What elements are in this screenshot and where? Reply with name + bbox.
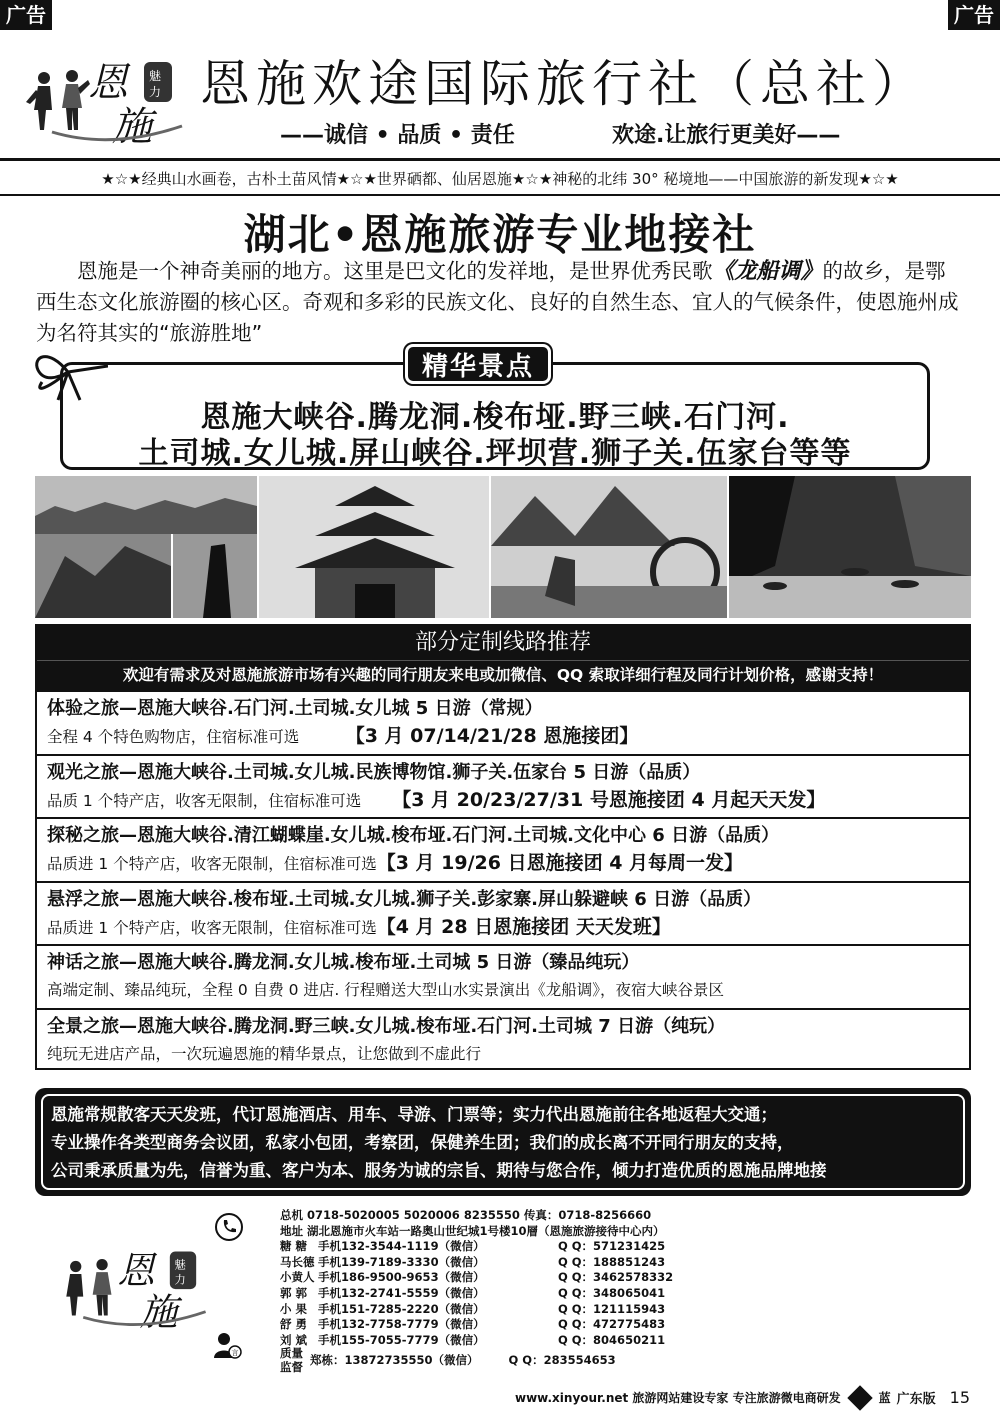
page-footer	[515, 1388, 970, 1407]
route-title: 探秘之旅—恩施大峡谷.清江蝴蝶崖.女儿城.梭布垭.石门河.土司城.文化中心 6 日游（品质）	[47, 825, 780, 847]
svg-text:魅: 魅	[174, 1258, 186, 1272]
svg-text:恩: 恩	[117, 1248, 155, 1293]
phone-icon	[214, 1212, 244, 1242]
divider-top	[0, 158, 1000, 161]
route-desc-text: 全程 4 个特色购物店，住宿标准可选	[47, 728, 300, 746]
highlights-line-1: 恩施大峡谷.腾龙洞.梭布垭.野三峡.石门河.	[200, 400, 790, 435]
contact-phone: 手机132-3544-1119（微信）	[318, 1239, 485, 1254]
routes-subheading: 欢迎有需求及对恩施旅游市场有兴趣的同行朋友来电或加微信、QQ 索取详细行程及同行计划价格，感谢支持！	[37, 660, 969, 690]
route-desc: 高端定制、臻品纯玩，全程 0 自费 0 进店. 行程赠送大型山水实景演出《龙船调》，夜宿大峡谷景区	[47, 981, 725, 1000]
footer-site: www.xinyour.net 旅游网站建设专家 专注旅游微电商研发	[515, 1391, 841, 1405]
footer-edition: 广东版	[896, 1392, 936, 1407]
footer-diamond-icon	[847, 1385, 872, 1410]
footer-badge: 蓝	[878, 1391, 891, 1405]
slogan-right: 欢途.让旅行更美好——	[612, 123, 841, 148]
photo-cliff-path	[35, 534, 171, 618]
contact-phone: 手机186-9500-9653（微信）	[318, 1270, 485, 1285]
photo-village-waterwheel	[491, 476, 727, 618]
service-line-1: 恩施常规散客天天发班，代订恩施酒店、用车、导游、门票等；实力代出恩施前往各地返程大交通；	[51, 1105, 777, 1124]
intro-part2: 的故乡，是鄂西生态文化旅游圈的核心区。奇观和多彩的民族文化、良好的自然生态、宜人的气候条件，使恩施州成为名符其实的“旅游胜地”	[36, 259, 959, 345]
route-dates: 【4 月 28 日恩施接团 天天发班】	[376, 915, 671, 938]
route-dates: 【3 月 19/26 日恩施接团 4 月每周一发】	[376, 852, 744, 875]
route-desc-text: 品质进 1 个特产店，收客无限制，住宿标准可选	[47, 918, 377, 937]
enshi-logo	[22, 40, 192, 150]
enshi-logo-bottom	[55, 1225, 215, 1340]
company-name: 恩施欢途国际旅行社（总社）	[200, 55, 928, 113]
contact-row	[280, 1270, 673, 1286]
route-desc: 纯玩无进店产品，一次玩遍恩施的精华景点，让您做到不虚此行	[47, 1044, 482, 1063]
route-desc	[47, 913, 959, 942]
contact-row	[280, 1317, 673, 1333]
route-item	[37, 817, 969, 881]
service-block	[35, 1088, 971, 1196]
photo-pillar	[173, 534, 257, 618]
headline: 湖北•恩施旅游专业地接社	[243, 210, 757, 259]
page-number: 15	[949, 1388, 970, 1407]
contact-hq: 总机 0718-5020005 5020006 8235550 传真：0718-8256660	[280, 1208, 652, 1222]
contact-row	[280, 1302, 673, 1318]
contact-name: 马长德	[280, 1254, 315, 1269]
service-line-2: 专业操作各类型商务会议团，私家小包团，考察团，保健养生团；我们的成长离不开同行朋友的支持，	[51, 1133, 794, 1152]
contact-qq: Q Q：121115943	[558, 1301, 666, 1316]
svg-text:言: 言	[231, 1349, 239, 1357]
route-desc-text: 品质进 1 个特产店，收客无限制，住宿标准可选	[47, 855, 377, 874]
route-item	[37, 881, 969, 945]
route-title: 全景之旅—恩施大峡谷.腾龙洞.野三峡.女儿城.梭布垭.石门河.土司城 7 日游（纯玩）	[47, 1015, 726, 1037]
contact-qq: Q Q：804650211	[558, 1332, 666, 1347]
svg-text:力: 力	[174, 1273, 186, 1287]
intro-part1: 恩施是一个神奇美丽的地方。这里是巴文化的发祥地，是世界优秀民歌	[77, 259, 713, 283]
route-desc	[47, 722, 959, 751]
contact-name: 小 果	[280, 1301, 308, 1316]
route-desc-text: 品质 1 个特产店，收客无限制，住宿标准可选	[47, 791, 362, 810]
contact-phone: 手机151-7285-2220（微信）	[318, 1301, 485, 1316]
contact-name: 糖 糖	[280, 1239, 308, 1254]
ad-label-right: 广告	[948, 0, 1000, 30]
route-item	[37, 754, 969, 818]
route-item	[37, 944, 969, 1008]
contact-phone: 手机139-7189-3330（微信）	[318, 1254, 485, 1269]
service-line-3: 公司秉承质量为先，信誉为重、客户为本、服务为诚的宗旨、期待与您合作，倾力打造优质的恩施品牌地接	[51, 1161, 827, 1180]
contact-qq: Q Q：188851243	[558, 1254, 666, 1269]
logo-seal-2: 力	[149, 85, 162, 99]
highlights-badge: 精华景点	[405, 344, 551, 384]
contact-row	[280, 1239, 673, 1255]
contact-address: 地址 湖北恩施市火车站一路奥山世纪城1号楼10層（恩施旅游接待中心内）	[280, 1223, 665, 1238]
contact-list	[280, 1208, 673, 1348]
photo-river-rafting	[729, 476, 971, 618]
route-title: 悬浮之旅—恩施大峡谷.梭布垭.土司城.女儿城.狮子关.彭家寨.屏山躲避峡 6 日游（品质）	[47, 888, 762, 910]
routes-table	[35, 624, 971, 1070]
logo-text-1: 恩	[88, 60, 128, 106]
highlights-line-2: 土司城.女儿城.屏山峡谷.坪坝营.狮子关.伍家台等等	[138, 436, 852, 471]
contact-qq: Q Q：3462578332	[558, 1270, 674, 1285]
route-desc	[47, 849, 959, 878]
route-title: 体验之旅—恩施大峡谷.石门河.土司城.女儿城 5 日游（常规）	[47, 698, 543, 719]
routes-heading: 部分定制线路推荐	[37, 626, 969, 660]
contact-qq: Q Q：571231425	[558, 1239, 666, 1254]
intro-paragraph	[36, 256, 964, 349]
slogan-left: ——诚信 • 品质 • 责任	[280, 123, 515, 148]
route-item	[37, 690, 969, 754]
quality-supervisor	[280, 1346, 616, 1374]
photo-canyon-cliffs	[35, 476, 257, 534]
contact-phone: 手机132-2741-5559（微信）	[318, 1285, 485, 1300]
photo-pagoda-building	[259, 476, 489, 618]
supervisor-qq: Q Q：283554653	[508, 1353, 616, 1367]
contact-name: 舒 勇	[280, 1317, 308, 1332]
contact-name: 郭 郭	[280, 1285, 308, 1300]
contact-qq: Q Q：348065041	[558, 1285, 666, 1300]
contact-qq: Q Q：472775483	[558, 1317, 666, 1332]
contact-name: 刘 斌	[280, 1332, 308, 1347]
svg-text:施: 施	[139, 1289, 178, 1334]
intro-song: 《龙船调》	[712, 259, 823, 284]
route-title: 神话之旅—恩施大峡谷.腾龙洞.女儿城.梭布垭.土司城 5 日游（臻品纯玩）	[47, 952, 640, 974]
route-dates: 【3 月 07/14/21/28 恩施接团】	[345, 725, 639, 747]
contact-row	[280, 1255, 673, 1271]
contact-name: 小黄人	[280, 1270, 315, 1285]
tagline: ★☆★经典山水画卷，古朴土苗风情★☆★世界硒都、仙居恩施★☆★神秘的北纬 30° 秘境地——中国旅游的新发现★☆★	[101, 170, 899, 188]
logo-text-2: 施	[112, 104, 152, 150]
divider-tagline	[0, 194, 1000, 196]
person-icon	[214, 1330, 242, 1360]
contact-phone: 手机132-7758-7779（微信）	[318, 1317, 485, 1332]
contact-row	[280, 1286, 673, 1302]
route-desc	[47, 786, 959, 815]
contact-phone: 手机155-7055-7779（微信）	[318, 1332, 485, 1347]
route-title: 观光之旅—恩施大峡谷.土司城.女儿城.民族博物馆.狮子关.伍家台 5 日游（品质）	[47, 761, 701, 783]
logo-seal-1: 魅	[149, 69, 162, 83]
supervisor-label: 质量监督	[280, 1346, 303, 1374]
route-item	[37, 1008, 969, 1072]
supervisor-contact: 郑栋：13872735550（微信）	[310, 1353, 479, 1367]
scenery-photos	[35, 476, 971, 618]
route-dates: 【3 月 20/23/27/31 号恩施接团 4 月起天天发】	[392, 788, 826, 811]
ad-label-left: 广告	[0, 0, 52, 30]
